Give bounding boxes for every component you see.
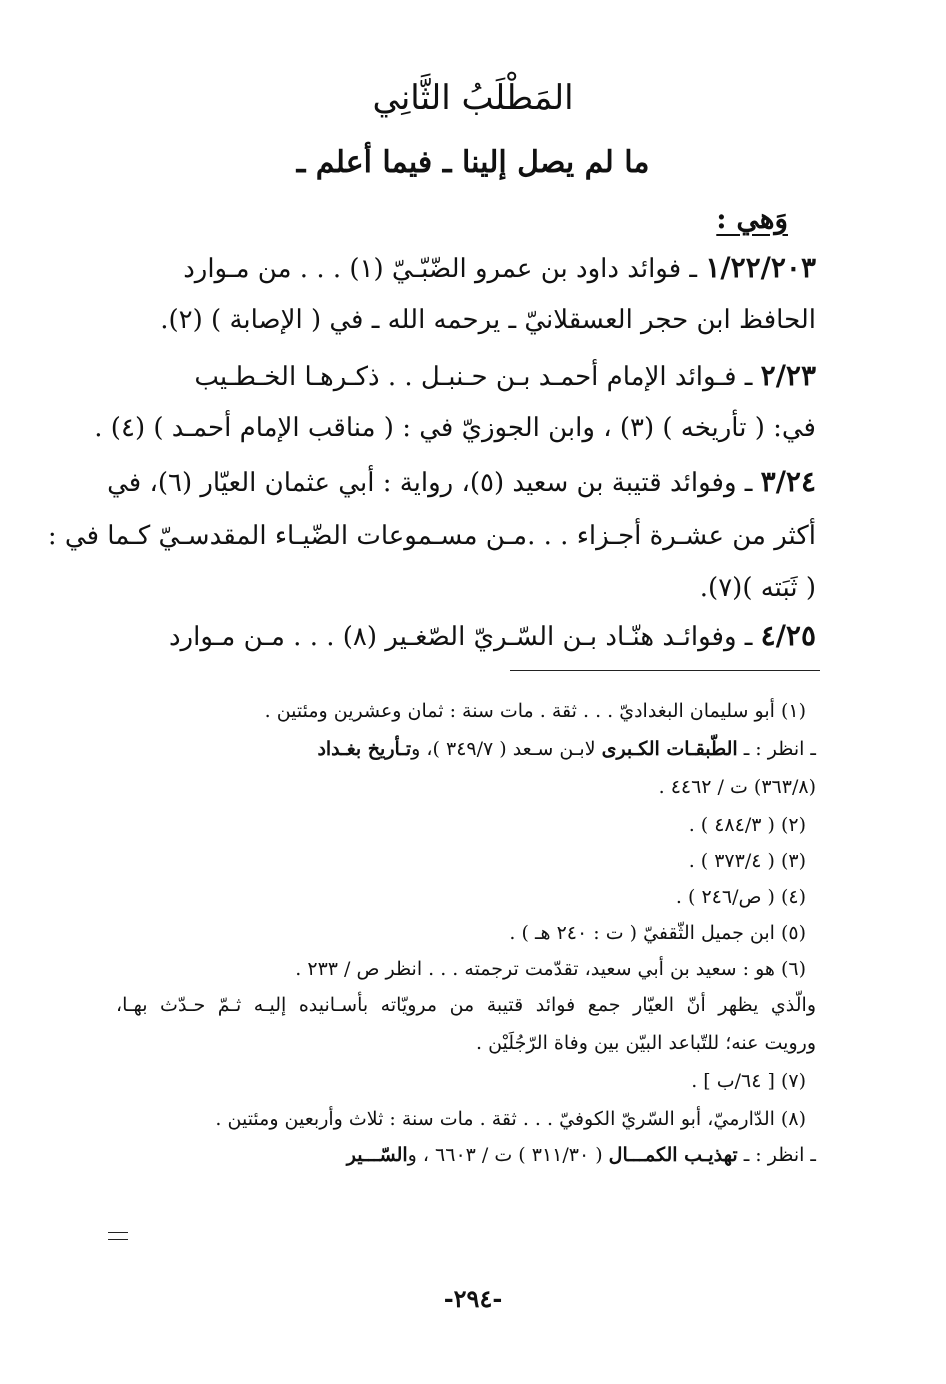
entry-1-line-2: الحافظ ابن حجر العسقلانيّ ـ يرحمه الله ـ في ( الإصابة ) (٢). <box>160 305 816 335</box>
ref-prefix: ـ انظر : ـ <box>743 1144 816 1166</box>
entry-4-line-1 <box>126 616 816 657</box>
entry-3-line-3: ( ثَبَته )(٧). <box>699 573 816 603</box>
footnote-7: (٧) [ ٦٤/ب ] . <box>691 1070 806 1092</box>
ref-prefix: ـ انظر : ـ <box>743 738 816 760</box>
section-heading: المَطْلَبُ الثَّانِي <box>372 78 574 118</box>
footnote-separator <box>510 670 820 671</box>
footnote-1-ref-cont: (٣٦٣/٨) ت / ٤٤٦٢ . <box>658 776 816 798</box>
footnote-8-ref <box>116 1140 816 1170</box>
entry-1-line-1 <box>126 248 816 289</box>
footnote-6: (٦) هو : سعيد بن أبي سعيد، تقدّمت ترجمته . . . انظر ص / ٢٣٣ . <box>295 958 806 980</box>
intro-label: وَهي : <box>716 202 788 235</box>
entry-text: ـ وفوائد قتيبة بن سعيد (٥)، رواية : أبي عثمان العيّار (٦)، في <box>107 468 753 498</box>
footnote-2: (٢) ( ٤٨٤/٣ ) . <box>688 814 806 836</box>
page-number: -٢٩٤- <box>443 1284 503 1313</box>
entry-number: ١/٢٢/٢٠٣ <box>705 251 816 284</box>
entry-number: ٢/٢٣ <box>760 359 816 392</box>
footnote-5: (٥) ابن جميل الثّقفيّ ( ت : ٢٤٠ هـ ) . <box>509 922 806 944</box>
entry-2-line-2: في: ( تأريخه ) (٣) ، وابن الجوزيّ في : ( مناقب الإمام أحمـد ) (٤) . <box>94 413 816 443</box>
entry-3-line-2: أكثر من عشـرة أجـزاء . . .مـن مسـموعات الضّيـاء المقدسـيّ كـما في : <box>47 521 816 551</box>
ref-book-title: تهذيـب الكمـــال <box>608 1144 738 1166</box>
section-subtitle: ما لم يصل إلينا ـ فيما أعلم ـ <box>296 145 650 180</box>
continuation-mark <box>108 1232 128 1240</box>
footnote-4: (٤) ( ص/٢٤٦ ) . <box>675 886 806 908</box>
footnote-3: (٣) ( ٣٧٣/٤ ) . <box>688 850 806 872</box>
ref-book-title: السّـــير <box>346 1144 408 1166</box>
entry-text: ـ وفوائـد هنّـاد بـن السّـريّ الصّغـير (٨) . . . مـن مـوارد <box>168 622 753 652</box>
ref-book-title: تـأريخ بغـداد <box>317 738 412 760</box>
entry-number: ٤/٢٥ <box>760 619 816 652</box>
entry-3-line-1 <box>107 462 816 503</box>
footnote-6-cont-2: ورويت عنه؛ للتّباعد البيّن بين وفاة الرّجُلَيْن . <box>476 1032 816 1054</box>
footnote-1: (١) أبو سليمان البغداديّ . . . ثقة . مات سنة : ثمان وعشرين ومئتين . <box>264 700 806 722</box>
entry-text: ـ فـوائد الإمام أحمـد بـن حـنبـل . . ذكـرهـا الخـطـيب <box>194 362 753 392</box>
entry-2-line-1 <box>126 356 816 397</box>
footnote-8: (٨) الدّارميّ، أبو السّريّ الكوفيّ . . . ثقة . مات سنة : ثلاث وأربعين ومئتين . <box>215 1108 806 1130</box>
entry-text: ـ فوائد داود بن عمرو الضّبّـيّ (١) . . . من مـوارد <box>183 254 698 284</box>
ref-book-title: الطّبقـات الكـبرى <box>601 738 738 760</box>
footnote-6-cont-1: والّذي يظهر أنّ العيّار جمع فوائد قتيبة من مرويّاته بأسـانيده إليـه ثـمّ حـدّث بهـا، <box>116 994 816 1016</box>
entry-number: ٣/٢٤ <box>760 465 816 498</box>
ref-detail: ( ٣١١/٣٠ ) ت / ٦٦٠٣ ، و <box>407 1144 609 1166</box>
ref-detail: لابـن سـعد ( ٣٤٩/٧ )، و <box>411 738 602 760</box>
footnote-1-ref <box>116 734 816 764</box>
